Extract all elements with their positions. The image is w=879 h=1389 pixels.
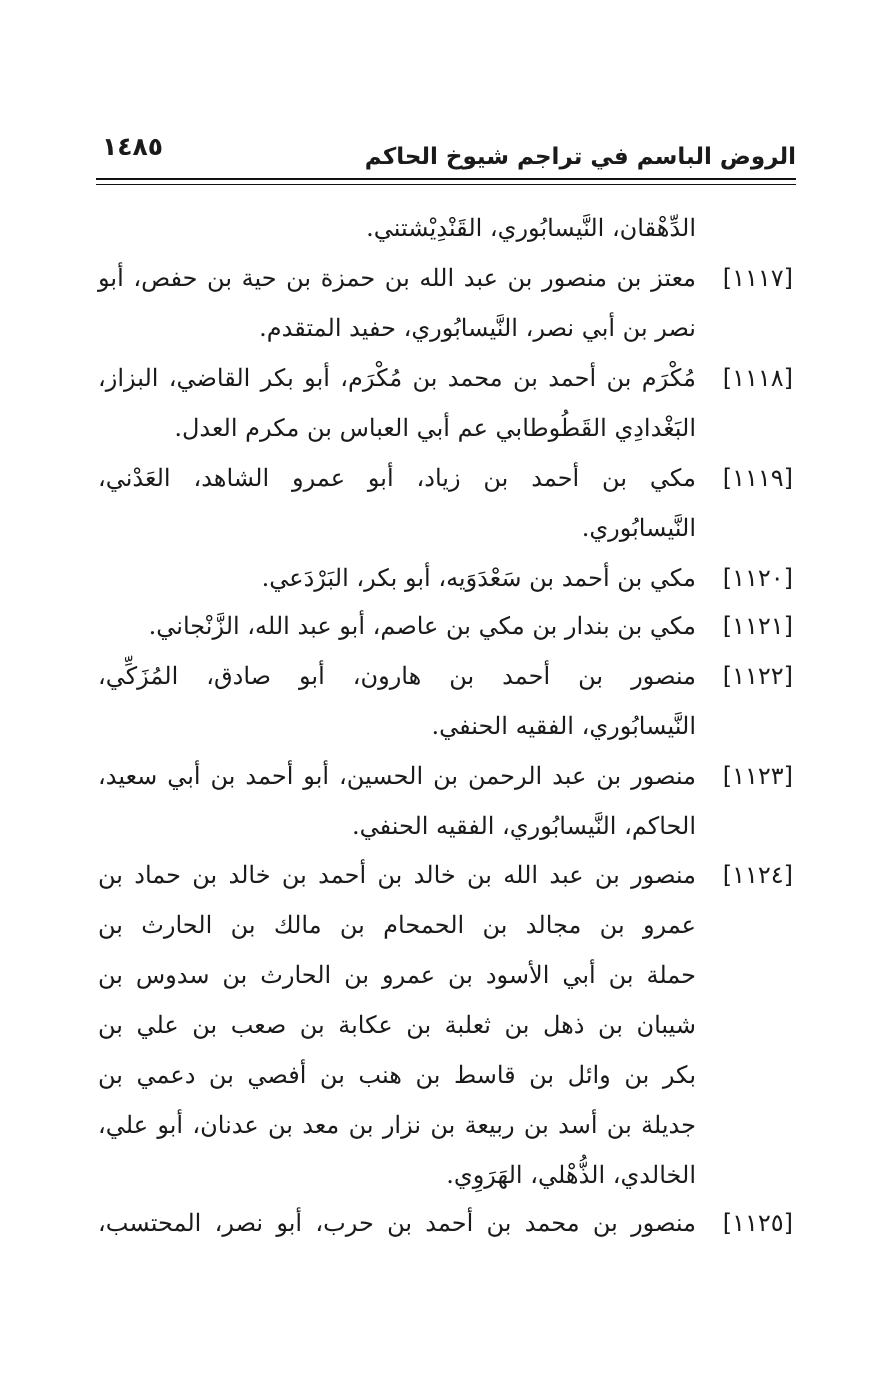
entry-continuation-line: الدِّهْقان، النَّيسابُوري، القَنْدِيْشتني.: [366, 214, 696, 242]
entry-number: [١١٢١]: [722, 612, 793, 640]
entry-continuation-line: جديلة بن أسد بن ربيعة بن نزار بن معد بن عدنان، أبو علي،: [98, 1111, 696, 1139]
entry-continuation-line: النَّيسابُوري، الفقيه الحنفي.: [431, 712, 696, 740]
entry-continuation-line: البَغْدادِي القَطُوطابي عم أبي العباس بن مكرم العدل.: [174, 414, 696, 442]
entry-continuation-line: شيبان بن ذهل بن ثعلبة بن عكابة بن صعب بن علي بن: [98, 1011, 696, 1039]
entry-number: [١١٢٤]: [722, 861, 793, 889]
entry-first-line: منصور بن أحمد بن هارون، أبو صادق، المُزَكِّي،: [98, 662, 696, 690]
page-number: ١٤٨٥: [102, 132, 164, 161]
entry-continuation-line: نصر بن أبي نصر، النَّيسابُوري، حفيد المتقدم.: [259, 314, 696, 342]
entry-first-line: منصور بن عبد الرحمن بن الحسين، أبو أحمد بن أبي سعيد،: [98, 762, 696, 790]
entry-number: [١١٢٥]: [722, 1209, 793, 1237]
entry-continuation-line: الخالدي، الذُّهْلي، الهَرَوِي.: [446, 1161, 696, 1189]
entry-number: [١١١٩]: [722, 464, 793, 492]
entry-first-line: منصور بن عبد الله بن خالد بن أحمد بن خالد بن حماد بن: [98, 861, 696, 889]
entry-first-line: مُكْرَم بن أحمد بن محمد بن مُكْرَم، أبو بكر القاضي، البزاز،: [98, 364, 696, 392]
running-header: [96, 130, 796, 180]
entry-number: [١١١٨]: [722, 364, 793, 392]
entry-continuation-line: حملة بن أبي الأسود بن عمرو بن الحارث بن سدوس بن: [98, 961, 696, 989]
book-title: الروض الباسم في تراجم شيوخ الحاكم: [364, 144, 796, 170]
entry-number: [١١١٧]: [722, 264, 793, 292]
header-rule-thick: [96, 178, 796, 180]
entry-continuation-line: بكر بن وائل بن قاسط بن هنب بن أفصي بن دعمي بن: [98, 1061, 696, 1089]
entry-first-line: منصور بن محمد بن أحمد بن حرب، أبو نصر، المحتسب،: [98, 1209, 696, 1237]
entry-continuation-line: الحاكم، النَّيسابُوري، الفقيه الحنفي.: [351, 812, 696, 840]
entry-first-line: مكي بن أحمد بن سَعْدَوَيه، أبو بكر، البَرْدَعي.: [261, 564, 696, 592]
entry-number: [١١٢٠]: [722, 564, 793, 592]
entry-first-line: مكي بن أحمد بن زياد، أبو عمرو الشاهد، العَدْني،: [98, 464, 696, 492]
entry-continuation-line: النَّيسابُوري.: [581, 514, 696, 542]
entry-continuation-line: عمرو بن مجالد بن الحمحام بن مالك بن الحارث بن: [98, 911, 696, 939]
entry-number: [١١٢٣]: [722, 762, 793, 790]
entry-number: [١١٢٢]: [722, 662, 793, 690]
header-rule-thin: [96, 184, 796, 185]
entry-first-line: مكي بن بندار بن مكي بن عاصم، أبو عبد الله، الزَّنْجاني.: [148, 612, 696, 640]
entry-first-line: معتز بن منصور بن عبد الله بن حمزة بن حية بن حفص، أبو: [98, 264, 696, 292]
